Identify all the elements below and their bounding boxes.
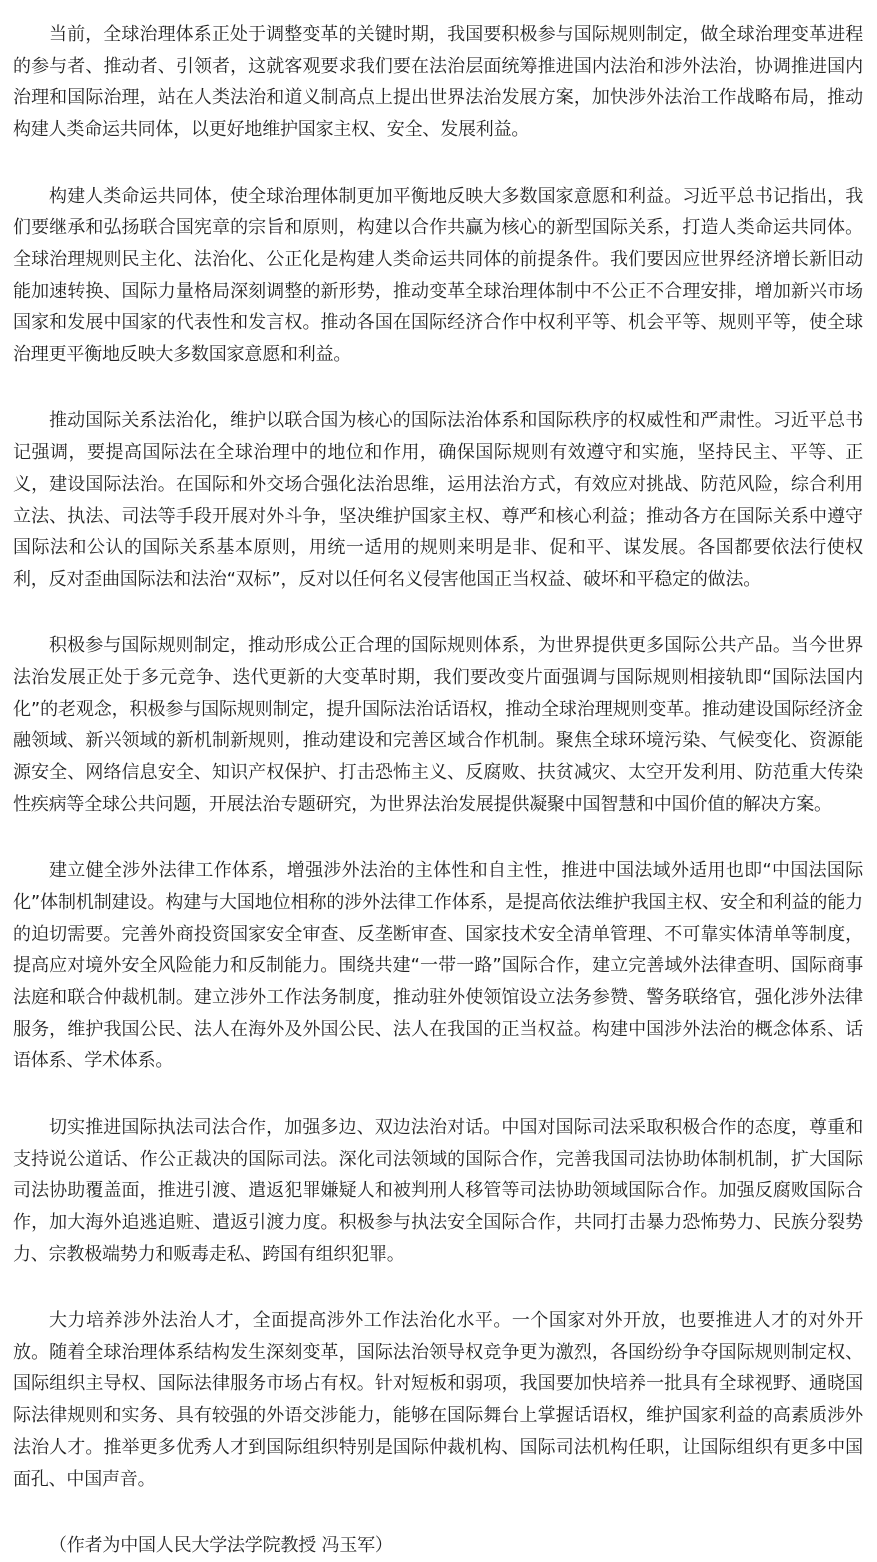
article-paragraph-1: 当前，全球治理体系正处于调整变革的关键时期，我国要积极参与国际规则制定，做全球治理变革进程的参与者、推动者、引领者，这就客观要求我们要在法治层面统筹推进国内法治和涉外法治，协调推进国内治理和国际治理，站在人类法治和道义制高点上提出世界法治发展方案，加快涉外法治工作战略布局，推动构建人类命运共同体，以更好地维护国家主权、安全、发展利益。 [13, 24, 863, 141]
article-paragraph-7: 大力培养涉外法治人才，全面提高涉外工作法治化水平。一个国家对外开放，也要推进人才的对外开放。随着全球治理体系结构发生深刻变革，国际法治领导权竞争更为激烈，各国纷纷争夺国际规则制定权、国际组织主导权、国际法律服务市场占有权。针对短板和弱项，我国要加快培养一批具有全球视野、通晓国际法律规则和实务、具有较强的外语交涉能力，能够在国际舞台上掌握话语权，维护国家利益的高素质涉外法治人才。推举更多优秀人才到国际组织特别是国际仲裁机构、国际司法机构任职，让国际组织有更多中国面孔、中国声音。 [13, 1310, 863, 1490]
article-paragraph-4: 积极参与国际规则制定，推动形成公正合理的国际规则体系，为世界提供更多国际公共产品。当今世界法治发展正处于多元竞争、迭代更新的大变革时期，我们要改变片面强调与国际规则相接轨即“国际法国内化”的老观念，积极参与国际规则制定，提升国际法治话语权，推动全球治理规则变革。推动建设国际经济金融领域、新兴领域的新机制新规则，推动建设和完善区域合作机制。聚焦全球环境污染、气候变化、资源能源安全、网络信息安全、知识产权保护、打击恐怖主义、反腐败、扶贫减灾、太空开发利用、防范重大传染性疾病等全球公共问题，开展法治专题研究，为世界法治发展提供凝聚中国智慧和中国价值的解决方案。 [13, 635, 863, 815]
article-paragraph-2: 构建人类命运共同体，使全球治理体制更加平衡地反映大多数国家意愿和利益。习近平总书记指出，我们要继承和弘扬联合国宪章的宗旨和原则，构建以合作共赢为核心的新型国际关系，打造人类命运共同体。全球治理规则民主化、法治化、公正化是构建人类命运共同体的前提条件。我们要因应世界经济增长新旧动能加速转换、国际力量格局深刻调整的新形势，推动变革全球治理体制中不公正不合理安排，增加新兴市场国家和发展中国家的代表性和发言权。推动各国在国际经济合作中权利平等、机会平等、规则平等，使全球治理更平衡地反映大多数国家意愿和利益。 [13, 185, 863, 366]
author-byline: （作者为中国人民大学法学院教授 冯玉军） [49, 1534, 393, 1556]
article-paragraph-6: 切实推进国际执法司法合作，加强多边、双边法治对话。中国对国际司法采取积极合作的态度，尊重和支持说公道话、作公正裁决的国际司法。深化司法领域的国际合作，完善我国司法协助体制机制，扩大国际司法协助覆盖面，推进引渡、遣返犯罪嫌疑人和被判刑人移管等司法协助领域国际合作。加强反腐败国际合作，加大海外追逃追赃、遣返引渡力度。积极参与执法安全国际合作，共同打击暴力恐怖势力、民族分裂势力、宗教极端势力和贩毒走私、跨国有组织犯罪。 [13, 1116, 863, 1265]
article-paragraph-5: 建立健全涉外法律工作体系，增强涉外法治的主体性和自主性，推进中国法域外适用也即“中国法国际化”体制机制建设。构建与大国地位相称的涉外法律工作体系，是提高依法维护我国主权、安全和利益的能力的迫切需要。完善外商投资国家安全审查、反垄断审查、国家技术安全清单管理、不可靠实体清单等制度，提高应对境外安全风险能力和反制能力。围绕共建“一带一路”国际合作，建立完善域外法律查明、国际商事法庭和联合仲裁机制。建立涉外工作法务制度，推动驻外使领馆设立法务参赞、警务联络官，强化涉外法律服务，维护我国公民、法人在海外及外国公民、法人在我国的正当权益。构建中国涉外法治的概念体系、话语体系、学术体系。 [13, 860, 863, 1072]
article-paragraph-3: 推动国际关系法治化，维护以联合国为核心的国际法治体系和国际秩序的权威性和严肃性。习近平总书记强调，要提高国际法在全球治理中的地位和作用，确保国际规则有效遵守和实施，坚持民主、平等、正义，建设国际法治。在国际和外交场合强化法治思维，运用法治方式，有效应对挑战、防范风险，综合利用立法、执法、司法等手段开展对外斗争，坚决维护国家主权、尊严和核心利益；推动各方在国际关系中遵守国际法和公认的国际关系基本原则，用统一适用的规则来明是非、促和平、谋发展。各国都要依法行使权利，反对歪曲国际法和法治“双标”，反对以任何名义侵害他国正当权益、破坏和平稳定的做法。 [13, 410, 863, 590]
